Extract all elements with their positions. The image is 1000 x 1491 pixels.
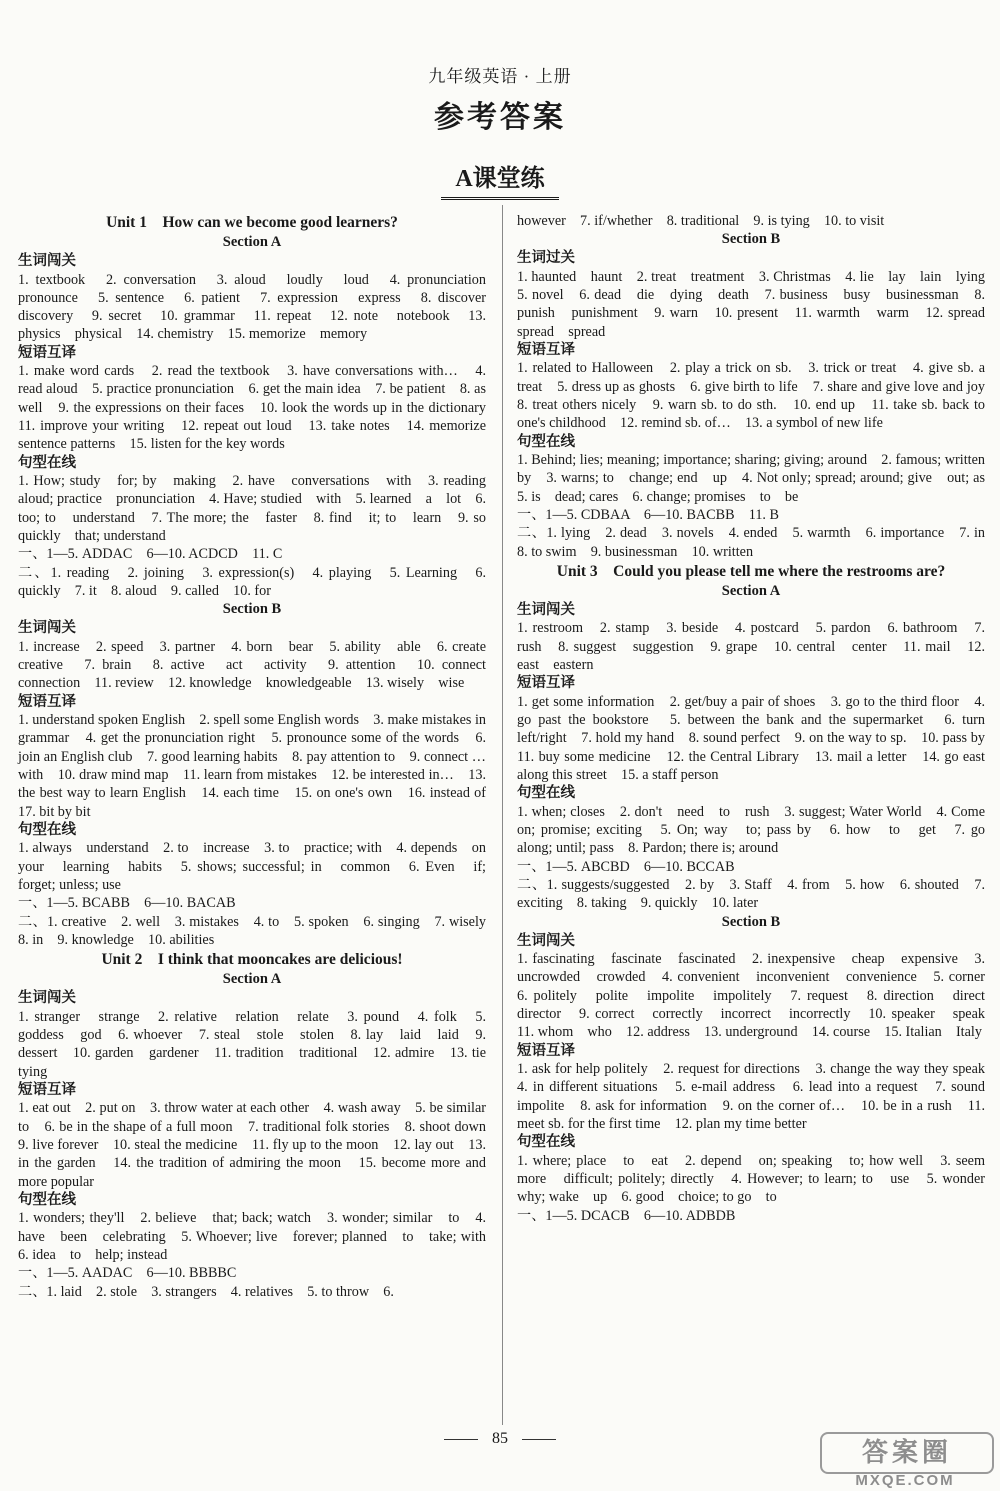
section-heading: Section B	[721, 913, 781, 930]
watermark-mark: 答案圈	[820, 1432, 994, 1474]
answer-paragraph: 1. textbook 2. conversation 3. aloud loudly loud 4. pronunciation pronounce 5. sentence 6. patient 7. expression express 8. discover discovery 9. secret 10. grammar 11. repeat 12. note notebook 13. physics physical 14. chemistry 15. memorize memory	[18, 271, 501, 343]
answer-paragraph: 二、1. creative 2. well 3. mistakes 4. to 5. spoken 6. singing 7. wisely 8. in 9. knowledge 10. abilities	[18, 913, 501, 948]
answer-paragraph: 一、1—5. DCACB 6—10. ADBDB	[517, 1207, 736, 1224]
category-label: 短语互译	[517, 341, 575, 358]
answer-paragraph: 1. haunted haunt 2. treat treatment 3. Christmas 4. lie lay lain lying 5. novel 6. dead die dying death 7. business busy businessman 8. punish punishment 9. warn 10. present 11. warmth warm 12. spread spread spread	[517, 268, 1000, 340]
answer-paragraph: 一、1—5. AADAC 6—10. BBBBC	[18, 1265, 237, 1282]
answer-paragraph: 1. increase 2. speed 3. partner 4. born bear 5. ability able 6. create creative 7. brain 8. active act activity 9. attention 10. connect connection 11. review 12. knowledge knowledgeable 13. wisely wise	[18, 638, 501, 692]
category-label: 短语互译	[18, 344, 76, 361]
category-label: 短语互译	[517, 1042, 575, 1059]
category-label: 生词闯关	[18, 253, 76, 269]
category-label: 短语互译	[18, 1081, 76, 1098]
answer-paragraph: 1. understand spoken English 2. spell some English words 3. make mistakes in grammar 4. get the pronunciation right 5. pronounce some of the words 6. join an English club 7. good learning habits 8. pay attention to 9. connect … with 10. draw mind map 11. learn from mistakes 12. be interested in… 13. the best way to learn English 14. each time 15. on one's own 16. instead of 17. bit by bit	[18, 712, 501, 820]
footer-dash-right	[522, 1439, 556, 1440]
answer-paragraph: 二、1. reading 2. joining 3. expression(s) 4. playing 5. Learning 6. quickly 7. it 8. aloud 9. called 10. for	[18, 564, 486, 599]
category-label: 句型在线	[517, 433, 575, 450]
right-column	[517, 212, 1000, 1225]
column-divider	[502, 205, 503, 1425]
answer-paragraph: however 7. if/whether 8. traditional 9. is tying 10. to visit	[517, 213, 885, 229]
watermark-url: MXQE.COM	[855, 1472, 955, 1489]
section-title: A课堂练	[441, 158, 558, 200]
category-label: 句型在线	[18, 454, 76, 471]
unit-heading: Unit 1 How can we become good learners?	[106, 214, 398, 231]
answer-paragraph: 二、1. laid 2. stole 3. strangers 4. relatives 5. to throw 6.	[18, 1283, 394, 1300]
answer-paragraph: 一、1—5. ADDAC 6—10. ACDCD 11. C	[18, 546, 283, 563]
left-column	[18, 212, 501, 1301]
unit-heading: Unit 3 Could you please tell me where the restrooms are?	[556, 562, 946, 580]
section-heading: Section A	[222, 234, 282, 250]
category-label: 生词闯关	[517, 932, 575, 949]
answer-paragraph: 一、1—5. BCABB 6—10. BACAB	[18, 895, 236, 912]
answer-paragraph: 1. stranger strange 2. relative relation relate 3. pound 4. folk 5. goddess god 6. whoever 7. steal stole stolen 8. lay laid laid 9. dessert 10. garden gardener 11. tradition traditional 12. admire 13. tie tying	[18, 1008, 501, 1080]
answer-paragraph: 1. fascinating fascinate fascinated 2. inexpensive cheap expensive 3. uncrowded crowded 4. convenient inconvenient convenience 5. corner 6. politely polite impolite impolitely 7. request 8. direction direct director 9. correct correctly incorrect incorrectly 10. speaker speak 11. whom who 12. address 13. underground 14. course 15. Italian Italy	[517, 951, 1000, 1041]
category-label: 句型在线	[517, 785, 575, 802]
category-label: 生词闯关	[517, 601, 575, 618]
answer-paragraph: 1. Behind; lies; meaning; importance; sharing; giving; around 2. famous; written by 3. warns; to change; end up 4. Not only; spread; around; give out; as 5. is dead; cares 6. change; promises to be	[517, 452, 1000, 505]
category-label: 短语互译	[18, 693, 76, 710]
answer-paragraph: 1. get some information 2. get/buy a pair of shoes 3. go to the third floor 4. go past the bookstore 5. between the bank and the supermarket 6. turn left/right 7. hold my hand 8. sound perfect 9. on the way to sp. 10. pass by 11. buy some medicine 12. the Central Library 13. mail a letter 14. go east along this street 15. a staff person	[517, 693, 1000, 784]
answer-paragraph: 1. restroom 2. stamp 3. beside 4. postcard 5. pardon 6. bathroom 7. rush 8. suggest suggestion 9. grape 10. central center 11. mail 12. east eastern	[517, 620, 985, 674]
unit-heading: Unit 2 I think that mooncakes are delicious!	[101, 951, 403, 969]
answer-paragraph: 二、1. suggests/suggested 2. by 3. Staff 4. from 5. how 6. shouted 7. exciting 8. taking 9. quickly 10. later	[517, 877, 985, 912]
section-heading: Section A	[222, 971, 282, 988]
answer-paragraph: 1. How; study for; by making 2. have conversations with 3. reading aloud; practice pronunciation 4. Have; studied with 5. learned a lot 6. too; to understand 7. The more; the faster 8. find it; to learn 9. so quickly that; understand	[18, 473, 501, 545]
watermark-logo	[820, 1432, 990, 1488]
section-banner	[0, 158, 1000, 200]
answer-paragraph: 1. wonders; they'll 2. believe that; back; watch 3. wonder; similar to 4. have been celebrating 5. Whoever; live forever; planned to take; with 6. idea to help; instead	[18, 1210, 501, 1263]
answer-paragraph: 1. when; closes 2. don't need to rush 3. suggest; Water World 4. Come on; promise; exciting 5. On; way to; pass by 6. how to get 7. go along; until; pass 8. Pardon; there is; around	[517, 803, 1000, 857]
book-title: 九年级英语 · 上册	[428, 67, 572, 86]
answer-paragraph: 一、1—5. CDBAA 6—10. BACBB 11. B	[517, 507, 779, 524]
category-label: 句型在线	[517, 1134, 575, 1151]
category-label: 生词过关	[517, 250, 575, 267]
category-label: 句型在线	[18, 1191, 76, 1208]
page-number: 85	[492, 1430, 508, 1447]
answer-paragraph: 1. eat out 2. put on 3. throw water at each other 4. wash away 5. be similar to 6. be in the shape of a full moon 7. traditional folk stories 8. shoot down 9. live forever 10. steal the medicine 11. fly up to the moon 12. lay out 13. in the garden 14. the tradition of admiring the moon 15. become more and more popular	[18, 1100, 501, 1190]
answer-paragraph: 二、1. lying 2. dead 3. novels 4. ended 5. warmth 6. importance 7. in 8. to swim 9. businessman 10. written	[517, 525, 1000, 560]
section-heading: Section B	[721, 231, 781, 248]
category-label: 生词闯关	[18, 990, 76, 1007]
section-heading: Section A	[721, 582, 781, 599]
category-label: 短语互译	[517, 675, 575, 692]
category-label: 句型在线	[18, 821, 76, 838]
answer-paragraph: 1. always understand 2. to increase 3. to practice; with 4. depends on your learning habits 5. shows; successful; in common 6. Even if; forget; unless; use	[18, 840, 501, 894]
category-label: 生词闯关	[18, 620, 76, 637]
page-title: 参考答案	[434, 101, 566, 134]
answer-paragraph: 1. where; place to eat 2. depend on; speaking to; how well 3. seem more difficult; politely; directly 4. However; to learn; to use 5. wonder why; wake up 6. good choice; to go to	[517, 1152, 1000, 1206]
answer-paragraph: 1. ask for help politely 2. request for directions 3. change the way they speak 4. in different situations 5. e-mail address 6. lead into a request 7. sound impolite 8. ask for information 9. on the corner of… 10. be in a rush 11. meet sb. for the first time 12. plan my time better	[517, 1061, 1000, 1132]
answer-paragraph: 1. related to Halloween 2. play a trick on sb. 3. trick or treat 4. give sb. a treat 5. dress up as ghosts 6. give birth to life 7. share and give love and joy 8. treat others nicely 9. warn sb. to do sth. 10. end up 11. take sb. back to one's childhood 12. remind sb. of… 13. a symbol of new life	[517, 360, 1000, 432]
answer-paragraph: 一、1—5. ABCBD 6—10. BCCAB	[517, 858, 735, 875]
section-heading: Section B	[222, 601, 282, 618]
answer-paragraph: 1. make word cards 2. read the textbook 3. have conversations with… 4. read aloud 5. practice pronunciation 6. get the main idea 7. be patient 8. as well 9. the expressions on their faces 10. look the words up in the dictionary 11. improve your writing 12. repeat out loud 13. take notes 14. memorize sentence patterns 15. listen for the key words	[18, 363, 501, 453]
footer-dash-left	[444, 1439, 478, 1440]
